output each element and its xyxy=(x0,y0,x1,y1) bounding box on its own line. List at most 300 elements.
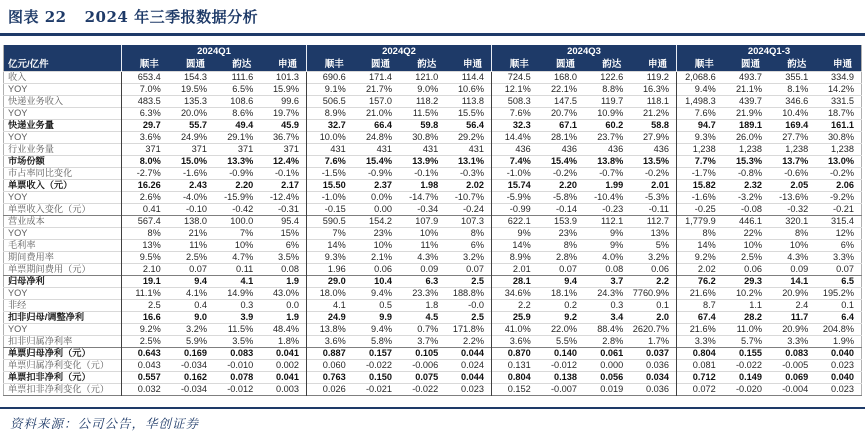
table-cell: 0.643 xyxy=(122,348,168,360)
table-cell: 10% xyxy=(769,240,815,252)
table-cell: 10% xyxy=(214,240,260,252)
table-cell: 3.6% xyxy=(492,336,538,348)
table-cell: 0.061 xyxy=(584,348,630,360)
table-cell: 204.8% xyxy=(815,324,861,336)
table-cell: 21.0% xyxy=(353,108,399,120)
table-cell: 0.060 xyxy=(307,360,353,372)
row-label: 扣非归母/调整净利 xyxy=(4,312,122,324)
table-cell: 21.6% xyxy=(677,324,723,336)
table-cell: 6.3% xyxy=(122,108,168,120)
table-cell: 0.150 xyxy=(353,372,399,384)
table-cell: 15% xyxy=(260,228,306,240)
table-row xyxy=(4,192,862,204)
table-cell: -5.9% xyxy=(492,192,538,204)
table-cell: 0.040 xyxy=(815,348,861,360)
table-cell: 169.4 xyxy=(769,120,815,132)
table-cell: 119.7 xyxy=(584,96,630,108)
table-cell: 13.0% xyxy=(815,156,861,168)
table-row xyxy=(4,384,862,396)
table-cell: 320.1 xyxy=(769,216,815,228)
row-label: 单票收入（元） xyxy=(4,180,122,192)
company-header: 韵达 xyxy=(769,58,815,72)
table-cell: 371 xyxy=(122,144,168,156)
row-label: 营业成本 xyxy=(4,216,122,228)
table-cell: 2.01 xyxy=(630,180,676,192)
table-cell: -0.021 xyxy=(353,384,399,396)
company-header: 韵达 xyxy=(584,58,630,72)
table-cell: 483.5 xyxy=(122,96,168,108)
table-cell: 2.5% xyxy=(122,336,168,348)
table-cell: 6.5% xyxy=(214,84,260,96)
table-cell: 622.1 xyxy=(492,216,538,228)
table-cell: 101.3 xyxy=(260,72,306,84)
table-cell: -0.25 xyxy=(677,204,723,216)
table-cell: 16.3% xyxy=(630,84,676,96)
table-cell: 331.5 xyxy=(815,96,861,108)
table-row xyxy=(4,324,862,336)
table-cell: 8.9% xyxy=(307,108,353,120)
table-cell: -2.7% xyxy=(122,168,168,180)
table-cell: -0.004 xyxy=(769,384,815,396)
table-cell: -14.7% xyxy=(399,192,445,204)
table-cell: 6% xyxy=(260,240,306,252)
table-cell: 9% xyxy=(584,240,630,252)
table-cell: -0.6% xyxy=(769,168,815,180)
table-cell: 1.9 xyxy=(260,312,306,324)
row-label: 扣非归属净利率 xyxy=(4,336,122,348)
table-cell: 188.8% xyxy=(445,288,491,300)
table-cell: 0.06 xyxy=(630,264,676,276)
row-label: YOY xyxy=(4,84,122,96)
row-label: 快递业务量 xyxy=(4,120,122,132)
table-body xyxy=(4,72,862,396)
table-cell: 0.072 xyxy=(677,384,723,396)
table-cell: 7760.9% xyxy=(630,288,676,300)
table-cell: 4.3% xyxy=(399,252,445,264)
table-cell: 56.4 xyxy=(445,120,491,132)
table-cell: 7.0% xyxy=(122,84,168,96)
table-cell: 0.024 xyxy=(445,360,491,372)
table-cell: 12.4% xyxy=(260,156,306,168)
table-cell: 48.4% xyxy=(260,324,306,336)
table-cell: 21.7% xyxy=(353,84,399,96)
table-cell: 9.2% xyxy=(122,324,168,336)
table-cell: 7.7% xyxy=(677,156,723,168)
table-cell: 9.3% xyxy=(307,252,353,264)
table-cell: 431 xyxy=(353,144,399,156)
table-cell: 0.043 xyxy=(122,360,168,372)
table-cell: 355.1 xyxy=(769,72,815,84)
table-cell: 9.4 xyxy=(168,276,214,288)
row-label: YOY xyxy=(4,192,122,204)
table-row xyxy=(4,276,862,288)
table-cell: 27.9% xyxy=(630,132,676,144)
row-label: 单票扣非净利变化（元） xyxy=(4,384,122,396)
row-label: 归母净利 xyxy=(4,276,122,288)
table-cell: 2.06 xyxy=(815,180,861,192)
table-cell: 0.083 xyxy=(214,348,260,360)
table-cell: 9.1% xyxy=(307,84,353,96)
table-cell: -1.0% xyxy=(492,168,538,180)
table-cell: 7.6% xyxy=(492,108,538,120)
table-cell: -0.2% xyxy=(538,168,584,180)
table-cell: -0.034 xyxy=(168,384,214,396)
table-cell: 10.2% xyxy=(723,288,769,300)
table-cell: 0.09 xyxy=(769,264,815,276)
table-cell: 138.0 xyxy=(168,216,214,228)
table-cell: -10.4% xyxy=(584,192,630,204)
table-cell: 8% xyxy=(122,228,168,240)
table-cell: 14.9% xyxy=(214,288,260,300)
table-cell: 24.8% xyxy=(353,132,399,144)
table-cell: 2.20 xyxy=(214,180,260,192)
table-cell: 11% xyxy=(399,240,445,252)
table-cell: 23.3% xyxy=(399,288,445,300)
table-cell: -0.21 xyxy=(815,204,861,216)
row-label: 毛利率 xyxy=(4,240,122,252)
table-cell: 0.557 xyxy=(122,372,168,384)
table-cell: -0.9% xyxy=(214,168,260,180)
table-cell: 0.169 xyxy=(168,348,214,360)
table-cell: 23% xyxy=(538,228,584,240)
table-cell: 10.0% xyxy=(307,132,353,144)
table-cell: 15.0% xyxy=(168,156,214,168)
table-cell: 4.1% xyxy=(168,288,214,300)
table-cell: 1.98 xyxy=(399,180,445,192)
table-cell: 5.7% xyxy=(723,336,769,348)
table-cell: 1.99 xyxy=(584,180,630,192)
table-row xyxy=(4,144,862,156)
table-cell: -0.012 xyxy=(538,360,584,372)
table-row xyxy=(4,204,862,216)
table-row xyxy=(4,120,862,132)
table-cell: 9.5% xyxy=(122,252,168,264)
company-header-row xyxy=(4,58,862,72)
table-cell: 1.96 xyxy=(307,264,353,276)
column-group-header: 2024Q1-3 xyxy=(677,45,862,58)
table-cell: 9.4 xyxy=(538,276,584,288)
table-cell: -0.3% xyxy=(445,168,491,180)
table-cell: 5.8% xyxy=(353,336,399,348)
group-header-row xyxy=(4,45,862,58)
table-cell: 58.8 xyxy=(630,120,676,132)
table-cell: 0.7% xyxy=(399,324,445,336)
table-cell: 15.82 xyxy=(677,180,723,192)
table-row xyxy=(4,312,862,324)
table-cell: 0.08 xyxy=(584,264,630,276)
table-cell: -0.012 xyxy=(214,384,260,396)
table-cell: 29.0 xyxy=(307,276,353,288)
company-header: 顺丰 xyxy=(492,58,538,72)
table-cell: 0.4 xyxy=(168,300,214,312)
table-cell: 315.4 xyxy=(815,216,861,228)
table-cell: 147.5 xyxy=(538,96,584,108)
table-cell: 1.8% xyxy=(260,336,306,348)
table-cell: 13% xyxy=(122,240,168,252)
table-cell: 5.9% xyxy=(168,336,214,348)
table-cell: -0.14 xyxy=(538,204,584,216)
row-label: 市占率同比变化 xyxy=(4,168,122,180)
table-cell: 6.5 xyxy=(815,276,861,288)
row-label: YOY xyxy=(4,228,122,240)
table-cell: 13.8% xyxy=(307,324,353,336)
table-cell: 45.9 xyxy=(260,120,306,132)
table-cell: 2.37 xyxy=(353,180,399,192)
table-cell: 1.7% xyxy=(630,336,676,348)
table-row xyxy=(4,180,862,192)
table-cell: 15.50 xyxy=(307,180,353,192)
table-cell: 76.2 xyxy=(677,276,723,288)
table-cell: 18.7% xyxy=(815,108,861,120)
table-row xyxy=(4,252,862,264)
table-cell: 7.4% xyxy=(492,156,538,168)
table-cell: 157.0 xyxy=(353,96,399,108)
table-cell: 100.0 xyxy=(214,216,260,228)
table-cell: 9.2% xyxy=(677,252,723,264)
table-cell: 436 xyxy=(630,144,676,156)
table-cell: 567.4 xyxy=(122,216,168,228)
table-cell: 7.6% xyxy=(307,156,353,168)
company-header: 顺丰 xyxy=(122,58,168,72)
table-cell: -0.34 xyxy=(399,204,445,216)
table-cell: 3.4 xyxy=(584,312,630,324)
table-cell: 0.5 xyxy=(353,300,399,312)
table-cell: 3.2% xyxy=(445,252,491,264)
table-cell: 3.7 xyxy=(584,276,630,288)
table-cell: 5.5% xyxy=(538,336,584,348)
table-cell: 0.162 xyxy=(168,372,214,384)
table-row xyxy=(4,96,862,108)
table-cell: 0.044 xyxy=(445,348,491,360)
company-header: 申通 xyxy=(630,58,676,72)
table-cell: 171.8% xyxy=(445,324,491,336)
table-cell: 26.0% xyxy=(723,132,769,144)
table-cell: 3.5% xyxy=(214,336,260,348)
table-cell: 0.07 xyxy=(538,264,584,276)
table-cell: 0.07 xyxy=(168,264,214,276)
table-cell: 24.9% xyxy=(168,132,214,144)
table-cell: 9.0% xyxy=(399,84,445,96)
table-cell: -0.9% xyxy=(353,168,399,180)
table-cell: -0.010 xyxy=(214,360,260,372)
table-cell: 0.07 xyxy=(815,264,861,276)
table-cell: 0.075 xyxy=(399,372,445,384)
table-row xyxy=(4,372,862,384)
table-cell: 154.3 xyxy=(168,72,214,84)
table-cell: 0.870 xyxy=(492,348,538,360)
table-cell: 2.5% xyxy=(168,252,214,264)
table-cell: 10% xyxy=(399,228,445,240)
table-cell: 436 xyxy=(584,144,630,156)
table-cell: 88.4% xyxy=(584,324,630,336)
table-cell: 107.9 xyxy=(399,216,445,228)
row-label: YOY xyxy=(4,132,122,144)
table-cell: 49.4 xyxy=(214,120,260,132)
table-cell: 9.3% xyxy=(677,132,723,144)
table-cell: 2.05 xyxy=(769,180,815,192)
table-cell: 11.1% xyxy=(122,288,168,300)
table-cell: -0.022 xyxy=(399,384,445,396)
table-cell: 3.9 xyxy=(214,312,260,324)
table-cell: -1.5% xyxy=(307,168,353,180)
column-group-header: 2024Q2 xyxy=(307,45,492,58)
table-cell: 2.2% xyxy=(445,336,491,348)
table-cell: 29.2% xyxy=(445,132,491,144)
table-cell: 4.1 xyxy=(307,300,353,312)
table-cell: 11.5% xyxy=(399,108,445,120)
table-cell: 168.0 xyxy=(538,72,584,84)
table-cell: 4.5 xyxy=(399,312,445,324)
table-cell: 1.1 xyxy=(723,300,769,312)
table-cell: 0.044 xyxy=(445,372,491,384)
table-cell: 0.06 xyxy=(723,264,769,276)
table-cell: 19.1 xyxy=(122,276,168,288)
table-cell: 3.3% xyxy=(815,252,861,264)
table-cell: 1,238 xyxy=(815,144,861,156)
table-cell: 431 xyxy=(445,144,491,156)
table-cell: -0.15 xyxy=(307,204,353,216)
table-cell: 2.2 xyxy=(630,276,676,288)
table-cell: 2.5 xyxy=(445,312,491,324)
table-cell: 2.8% xyxy=(584,336,630,348)
table-cell: 8.1% xyxy=(769,84,815,96)
table-cell: 107.3 xyxy=(445,216,491,228)
table-row xyxy=(4,132,862,144)
table-cell: -15.9% xyxy=(214,192,260,204)
table-cell: 2.5 xyxy=(122,300,168,312)
table-cell: 0.08 xyxy=(260,264,306,276)
table-row xyxy=(4,360,862,372)
title-divider xyxy=(0,33,865,36)
table-cell: 9% xyxy=(492,228,538,240)
table-cell: 0.3 xyxy=(584,300,630,312)
table-cell: 2.17 xyxy=(260,180,306,192)
table-cell: 2.5 xyxy=(445,276,491,288)
table-cell: -3.2% xyxy=(723,192,769,204)
table-cell: 28.1 xyxy=(492,276,538,288)
table-cell: 2.1% xyxy=(353,252,399,264)
table-row xyxy=(4,168,862,180)
table-cell: 0.157 xyxy=(353,348,399,360)
table-cell: 3.3% xyxy=(677,336,723,348)
table-cell: 60.2 xyxy=(584,120,630,132)
data-table xyxy=(3,45,862,396)
table-cell: 15.4% xyxy=(353,156,399,168)
table-cell: 0.155 xyxy=(723,348,769,360)
row-label: 单票扣非净利（元） xyxy=(4,372,122,384)
table-cell: 14.4% xyxy=(492,132,538,144)
table-cell: 0.152 xyxy=(492,384,538,396)
table-cell: 0.023 xyxy=(815,384,861,396)
table-cell: -0.007 xyxy=(538,384,584,396)
table-cell: -0.0 xyxy=(445,300,491,312)
table-cell: -0.10 xyxy=(168,204,214,216)
table-cell: -0.2% xyxy=(630,168,676,180)
table-cell: -0.24 xyxy=(445,204,491,216)
row-label: 收入 xyxy=(4,72,122,84)
table-cell: 36.7% xyxy=(260,132,306,144)
table-cell: 67.4 xyxy=(677,312,723,324)
table-cell: 2.5% xyxy=(723,252,769,264)
table-cell: 12% xyxy=(815,228,861,240)
column-group-header: 2024Q1 xyxy=(122,45,307,58)
table-cell: 15.74 xyxy=(492,180,538,192)
table-cell: -0.2% xyxy=(815,168,861,180)
table-cell: 95.4 xyxy=(260,216,306,228)
table-cell: 0.1 xyxy=(815,300,861,312)
table-cell: 2.4 xyxy=(769,300,815,312)
table-cell: 0.712 xyxy=(677,372,723,384)
table-cell: 112.7 xyxy=(630,216,676,228)
table-cell: 195.2% xyxy=(815,288,861,300)
table-cell: 9% xyxy=(584,228,630,240)
table-cell: 13.5% xyxy=(630,156,676,168)
table-cell: 0.036 xyxy=(630,384,676,396)
table-cell: 0.11 xyxy=(214,264,260,276)
table-cell: 3.3% xyxy=(769,336,815,348)
table-cell: 371 xyxy=(214,144,260,156)
table-cell: 0.07 xyxy=(445,264,491,276)
table-cell: 30.8% xyxy=(399,132,445,144)
table-cell: 122.6 xyxy=(584,72,630,84)
table-cell: 10.4% xyxy=(769,108,815,120)
table-cell: 111.6 xyxy=(214,72,260,84)
table-cell: 0.041 xyxy=(260,348,306,360)
table-cell: 99.6 xyxy=(260,96,306,108)
table-cell: 0.1 xyxy=(630,300,676,312)
table-cell: 9.4% xyxy=(353,324,399,336)
table-row xyxy=(4,348,862,360)
column-group-header: 2024Q3 xyxy=(492,45,677,58)
table-cell: 0.804 xyxy=(677,348,723,360)
table-cell: 32.3 xyxy=(492,120,538,132)
table-cell: 2.6% xyxy=(122,192,168,204)
table-cell: 22.0% xyxy=(538,324,584,336)
row-label: 非经 xyxy=(4,300,122,312)
table-cell: -0.034 xyxy=(168,360,214,372)
table-cell: 10% xyxy=(353,240,399,252)
table-cell: 346.6 xyxy=(769,96,815,108)
table-row xyxy=(4,108,862,120)
table-cell: -0.32 xyxy=(769,204,815,216)
table-cell: -0.99 xyxy=(492,204,538,216)
table-cell: 118.2 xyxy=(399,96,445,108)
table-cell: -12.4% xyxy=(260,192,306,204)
table-cell: 13.9% xyxy=(399,156,445,168)
table-cell: 4.3% xyxy=(769,252,815,264)
table-cell: 8% xyxy=(538,240,584,252)
table-cell: -0.31 xyxy=(260,204,306,216)
table-cell: 171.4 xyxy=(353,72,399,84)
table-cell: -0.1% xyxy=(260,168,306,180)
table-cell: 0.0 xyxy=(260,300,306,312)
table-cell: 334.9 xyxy=(815,72,861,84)
table-cell: -1.6% xyxy=(168,168,214,180)
table-cell: 0.804 xyxy=(492,372,538,384)
table-cell: -9.2% xyxy=(815,192,861,204)
table-cell: 94.7 xyxy=(677,120,723,132)
table-cell: 21.1% xyxy=(723,84,769,96)
company-header: 韵达 xyxy=(399,58,445,72)
table-cell: 0.0% xyxy=(353,192,399,204)
table-cell: 59.8 xyxy=(399,120,445,132)
table-cell: 1,779.9 xyxy=(677,216,723,228)
table-cell: 0.041 xyxy=(260,372,306,384)
table-cell: 0.037 xyxy=(630,348,676,360)
table-cell: 20.0% xyxy=(168,108,214,120)
table-cell: 2.01 xyxy=(492,264,538,276)
table-cell: 0.2 xyxy=(538,300,584,312)
